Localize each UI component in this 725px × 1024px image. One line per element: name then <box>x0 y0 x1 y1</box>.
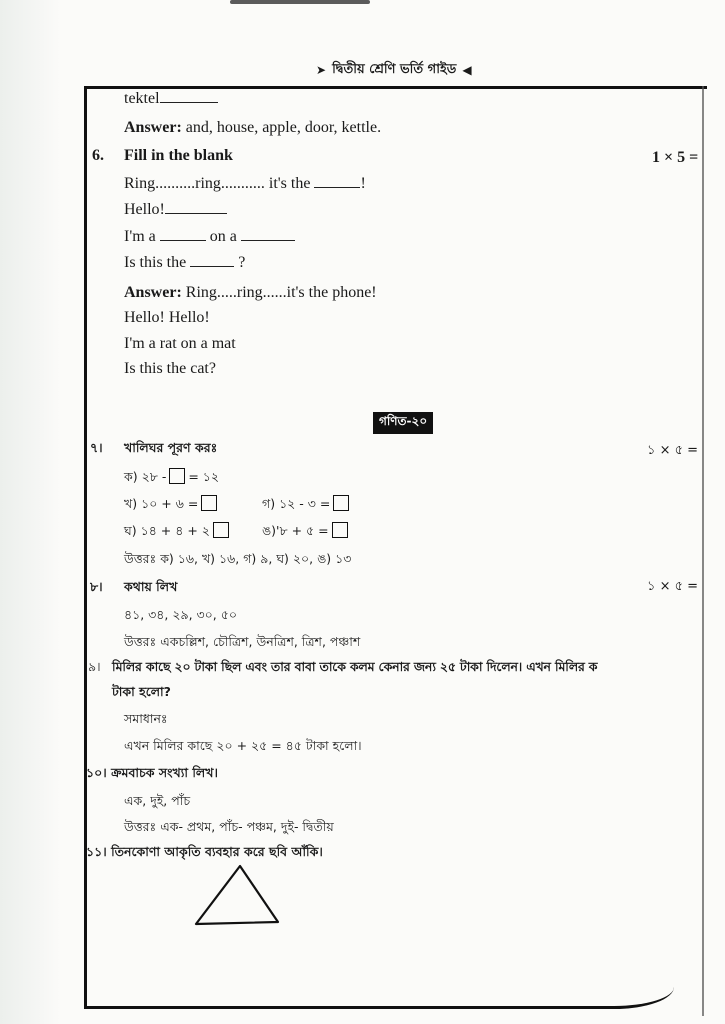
question-6-marks: 1 × 5 = <box>652 149 699 166</box>
arrow-left-icon: ◀ <box>462 63 472 77</box>
q7-item-uma <box>262 522 351 543</box>
fill-text: Is this the <box>124 254 191 271</box>
question-title: ক্রমবাচক সংখ্যা লিখ। <box>111 765 218 780</box>
question-number: ১০। <box>86 765 107 780</box>
item-label: খ) <box>124 496 138 511</box>
item-label: ঙ) <box>262 523 277 538</box>
q6-answer-line-2: Hello! Hello! <box>124 309 210 326</box>
item-expr: ১০ + ৬ = <box>141 496 199 511</box>
fill-line-1 <box>124 175 366 193</box>
question-title: তিনকোণা আকৃতি ব্যবহার করে ছবি আঁকি। <box>111 844 323 859</box>
page-frame <box>84 86 707 1007</box>
fill-text: I'm a <box>124 228 160 245</box>
question-9-number: ৯। <box>88 659 101 674</box>
question-7-marks: ১ × ৫ = <box>647 443 699 458</box>
word-text: tektel <box>124 90 160 107</box>
section-title-math: গণিত-২০ <box>373 412 433 434</box>
page-right-edge <box>702 86 704 1016</box>
item-label: গ) <box>262 496 276 511</box>
blank <box>190 254 234 267</box>
fill-line-2 <box>124 201 227 219</box>
q6-answer-line-4: Is this the cat? <box>124 360 216 377</box>
fill-line-4 <box>124 254 245 272</box>
q7-item-ka <box>124 468 219 489</box>
item-expr: ১২ - ৩ = <box>279 496 331 511</box>
fill-text: ? <box>234 254 246 271</box>
question-9-text-1: মিলির কাছে ২০ টাকা ছিল এবং তার বাবা তাকে কলম কেনার জন্য ২৫ টাকা দিলেন। এখন মিলির ক <box>112 659 598 674</box>
question-9-text-2: টাকা হলো? <box>112 684 171 699</box>
q6-answer-line-1 <box>124 284 377 302</box>
question-10 <box>86 765 218 785</box>
question-7-title: খালিঘর পূরণ করঃ <box>124 440 218 455</box>
q6-answer-line-3: I'm a rat on a mat <box>124 335 236 352</box>
blank <box>241 228 295 241</box>
answer-box <box>213 522 229 538</box>
blank <box>160 90 218 103</box>
answer-label: Answer: <box>124 284 182 301</box>
answer-text: and, house, apple, door, kettle. <box>185 119 382 136</box>
header-title: দ্বিতীয় শ্রেণি ভর্তি গাইড <box>332 61 457 77</box>
word-line <box>124 90 218 108</box>
question-8-title: কথায় লিখ <box>124 579 178 594</box>
question-8-marks: ১ × ৫ = <box>647 579 699 594</box>
fill-text: Ring..........ring........... it's the <box>124 175 315 192</box>
fill-text: on a <box>205 228 241 245</box>
page-frame-bottom <box>84 976 674 1009</box>
q8-numbers: ৪১, ৩৪, ২৯, ৩০, ৫০ <box>124 607 237 622</box>
answer-line <box>124 119 381 137</box>
answer-box <box>169 468 185 484</box>
q7-answer: উত্তরঃ ক) ১৬, খ) ১৬, গ) ৯, ঘ) ২০, ঙ) ১৩ <box>124 551 352 566</box>
answer-text: Ring.....ring......it's the phone! <box>185 284 377 301</box>
answer-box <box>333 495 349 511</box>
question-8-number: ৮। <box>90 579 103 594</box>
blank <box>314 175 360 188</box>
fill-text: ! <box>360 175 366 192</box>
question-11 <box>86 844 323 864</box>
question-7-number: ৭। <box>90 440 103 455</box>
page-edge-shadow <box>0 0 60 1024</box>
blank <box>165 201 227 214</box>
q10-answer: উত্তরঃ এক- প্রথম, পাঁচ- পঞ্চম, দুই- দ্বিতীয় <box>124 819 334 834</box>
blank <box>160 228 206 241</box>
q7-item-gha <box>124 522 232 543</box>
q9-solution: এখন মিলির কাছে ২০ + ২৫ = ৪৫ টাকা হলো। <box>124 738 362 753</box>
item-expr: = ১২ <box>188 469 220 484</box>
fill-line-3 <box>124 228 295 246</box>
arrow-right-icon: ➤ <box>316 63 327 77</box>
q7-item-kha <box>124 495 220 516</box>
question-number: ১১। <box>86 844 107 859</box>
question-6-title: Fill in the blank <box>124 147 233 164</box>
q10-words: এক, দুই, পাঁচ <box>124 793 191 808</box>
question-6-number: 6. <box>92 147 104 164</box>
item-label: ক) <box>124 469 138 484</box>
item-expr: '৮ + ৫ = <box>276 523 329 538</box>
running-header <box>316 58 496 82</box>
q8-answer: উত্তরঃ একচল্লিশ, চৌত্রিশ, উনত্রিশ, ত্রিশ, পঞ্চাশ <box>124 634 361 649</box>
item-expr: ২৮ - <box>141 469 167 484</box>
q7-item-ga <box>262 495 352 516</box>
answer-box <box>332 522 348 538</box>
answer-label: Answer: <box>124 119 182 136</box>
answer-box <box>201 495 217 511</box>
fill-text: Hello! <box>124 201 165 218</box>
item-label: ঘ) <box>124 523 137 538</box>
scan-smudge <box>230 0 370 4</box>
item-expr: ১৪ + ৪ + ২ <box>140 523 210 538</box>
triangle-drawing <box>192 862 282 928</box>
q9-solution-label: সমাধানঃ <box>124 711 168 726</box>
